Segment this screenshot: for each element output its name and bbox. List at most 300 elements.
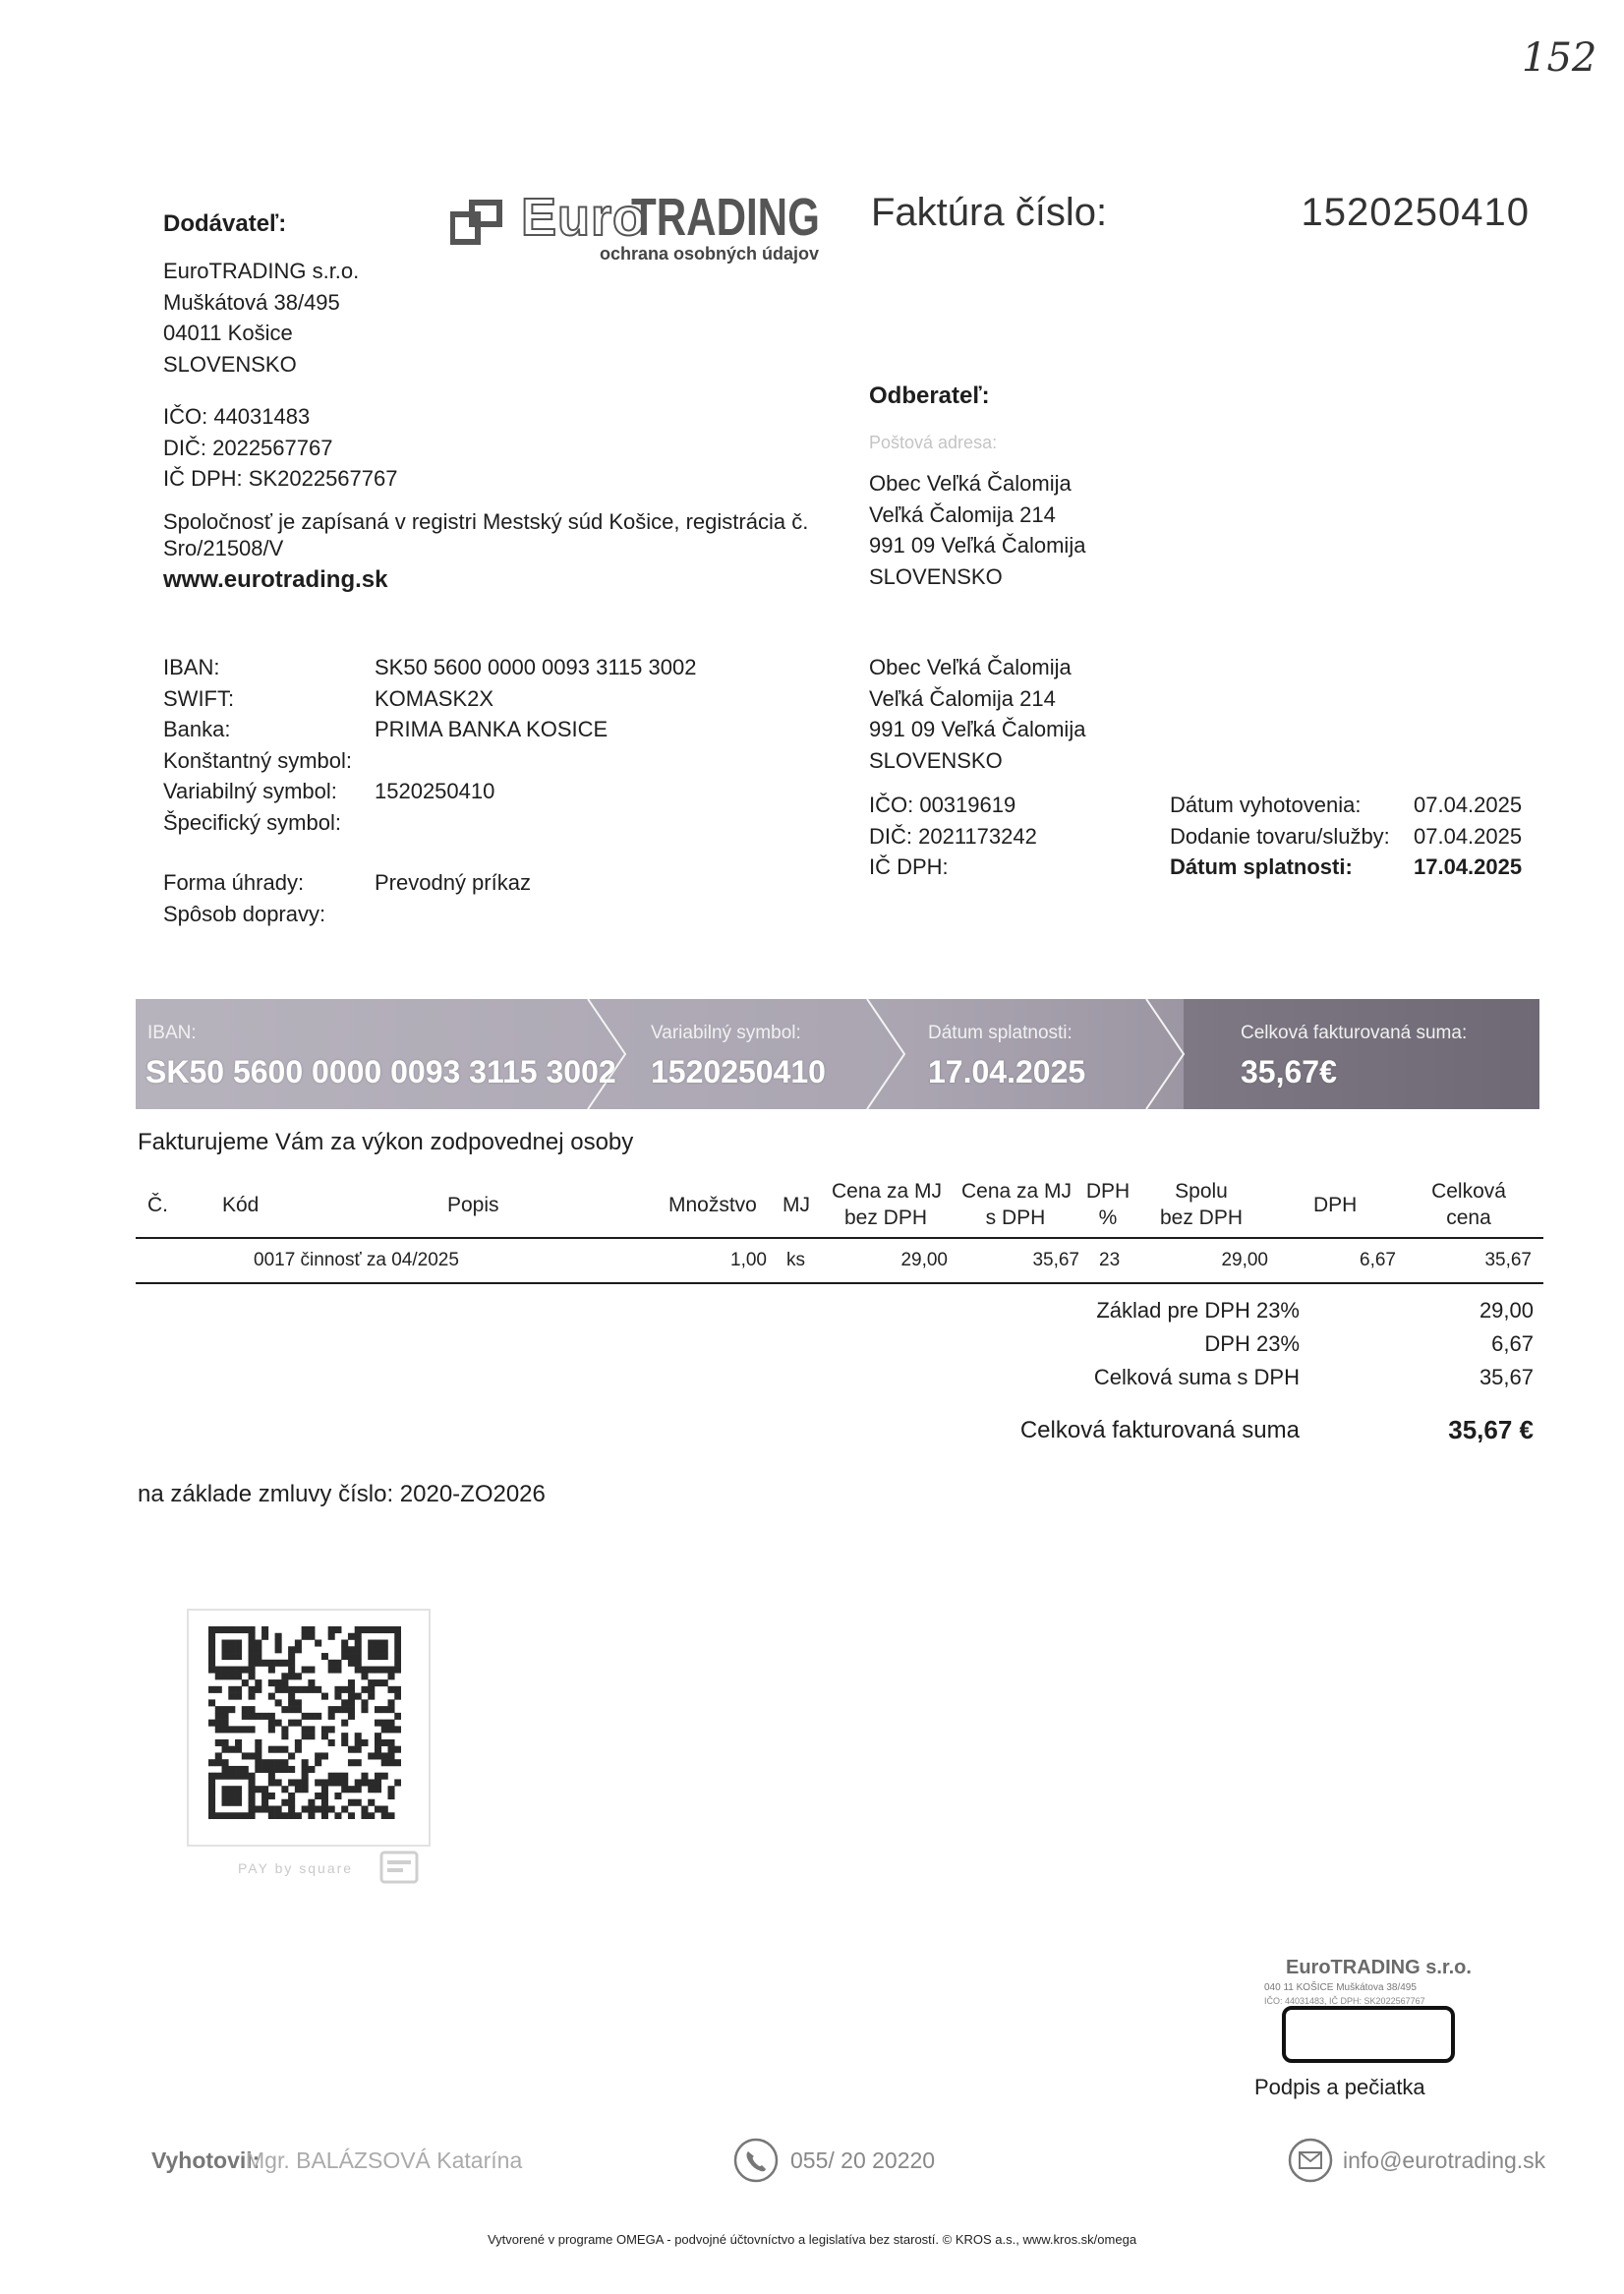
qr-module (308, 1626, 315, 1633)
qr-module (288, 1646, 295, 1653)
logo-mark-icon (450, 199, 507, 246)
qr-module (261, 1633, 268, 1640)
date-label: Dodanie tovaru/služby: (1170, 823, 1390, 849)
qr-module (394, 1726, 401, 1733)
qr-module (341, 1805, 348, 1812)
banner-due-value: 17.04.2025 (928, 1054, 1086, 1089)
qr-module (328, 1773, 335, 1780)
qr-module (341, 1786, 348, 1793)
cell-mnozstvo: 1,00 (730, 1250, 767, 1270)
qr-module (228, 1686, 235, 1693)
company-logo (450, 187, 820, 267)
qr-module (361, 1812, 368, 1819)
banner-vs-label: Variabilný symbol: (651, 1023, 801, 1043)
payment-labels (163, 652, 352, 838)
qr-module (268, 1793, 275, 1799)
qr-module (328, 1633, 335, 1640)
qr-module (355, 1660, 362, 1667)
qr-module (381, 1720, 388, 1727)
qr-module (228, 1726, 235, 1733)
qr-module (355, 1733, 362, 1739)
qr-module (215, 1713, 222, 1720)
qr-module (242, 1766, 249, 1773)
qr-module (222, 1793, 229, 1799)
qr-module (348, 1660, 355, 1667)
celkova-s-dph-value: 35,67 (1479, 1365, 1534, 1389)
qr-module (315, 1759, 321, 1766)
qr-module (308, 1733, 315, 1739)
qr-module (295, 1739, 302, 1746)
qr-module (328, 1713, 335, 1720)
qr-module (268, 1779, 275, 1786)
qr-module (255, 1686, 261, 1693)
qr-module (288, 1667, 295, 1674)
qr-module (275, 1699, 282, 1706)
zaklad-value: 29,00 (1479, 1298, 1534, 1323)
qr-module (228, 1646, 235, 1653)
payment-value (375, 807, 696, 839)
qr-module (348, 1812, 355, 1819)
qr-module (235, 1640, 242, 1647)
qr-module (288, 1653, 295, 1660)
qr-module (341, 1733, 348, 1739)
qr-module (321, 1653, 328, 1660)
cell-celkova: 35,67 (1484, 1250, 1532, 1270)
qr-module (328, 1706, 335, 1713)
qr-module (249, 1660, 256, 1667)
qr-module (381, 1640, 388, 1647)
qr-module (375, 1752, 381, 1759)
qr-module (261, 1713, 268, 1720)
qr-module (249, 1633, 256, 1640)
logo-euro: Euro (521, 188, 647, 247)
payment-label: SWIFT: (163, 685, 235, 711)
qr-module (368, 1640, 375, 1647)
pay-by-square-icon (379, 1849, 421, 1886)
qr-module (348, 1686, 355, 1693)
qr-module (222, 1706, 229, 1713)
customer-ico: IČO: 00319619 (869, 793, 1016, 817)
qr-module (341, 1720, 348, 1727)
payment-summary-banner (136, 999, 1539, 1109)
qr-module (368, 1693, 375, 1700)
qr-module (375, 1646, 381, 1653)
supplier-city: 04011 Košice (163, 321, 293, 345)
qr-module (215, 1720, 222, 1727)
qr-module (375, 1805, 381, 1812)
qr-module (242, 1667, 249, 1674)
qr-module (208, 1759, 215, 1766)
qr-module (208, 1799, 215, 1806)
banner-iban-label: IBAN: (147, 1023, 197, 1043)
payment-method-labels (163, 867, 325, 929)
qr-module (275, 1759, 282, 1766)
qr-module (394, 1693, 401, 1700)
qr-module (295, 1786, 302, 1793)
qr-module (281, 1726, 288, 1733)
qr-module (387, 1626, 394, 1633)
qr-module (355, 1746, 362, 1753)
cell-cena-bez-dph: 29,00 (900, 1250, 948, 1270)
qr-module (281, 1706, 288, 1713)
qr-module (315, 1805, 321, 1812)
qr-module (255, 1679, 261, 1686)
col-header-mj: MJ (783, 1194, 810, 1216)
payment-value: 1520250410 (375, 779, 495, 803)
qr-module (222, 1746, 229, 1753)
supplier-address (163, 256, 359, 380)
qr-module (334, 1686, 341, 1693)
qr-module (394, 1686, 401, 1693)
qr-module (315, 1793, 321, 1799)
logo-tagline: ochrana osobných údajov (600, 244, 820, 264)
date-value: 07.04.2025 (1414, 823, 1523, 849)
qr-module (375, 1786, 381, 1793)
date-label: Dátum splatnosti: (1170, 854, 1353, 879)
qr-module (249, 1653, 256, 1660)
qr-module (215, 1739, 222, 1746)
qr-module (228, 1706, 235, 1713)
supplier-heading: Dodávateľ: (163, 210, 287, 237)
qr-module (288, 1793, 295, 1799)
qr-module (275, 1633, 282, 1640)
qr-module (208, 1720, 215, 1727)
qr-module (381, 1752, 388, 1759)
qr-module (328, 1667, 335, 1674)
qr-module (208, 1773, 215, 1780)
qr-module (235, 1667, 242, 1674)
qr-module (348, 1646, 355, 1653)
qr-module (249, 1799, 256, 1806)
qr-module (341, 1779, 348, 1786)
registry-line-1: Spoločnosť je zapísaná v registri Mestský súd Košice, registrácia č. (163, 509, 809, 534)
registry-line-2: Sro/21508/V (163, 536, 284, 560)
qr-module (249, 1805, 256, 1812)
qr-module (222, 1646, 229, 1653)
qr-module (321, 1693, 328, 1700)
qr-module (361, 1805, 368, 1812)
qr-module (361, 1673, 368, 1679)
payment-label: Špecifický symbol: (163, 809, 341, 835)
payment-label: Variabilný symbol: (163, 779, 337, 803)
qr-module (215, 1673, 222, 1679)
qr-module (375, 1773, 381, 1780)
qr-module (348, 1746, 355, 1753)
qr-module (334, 1812, 341, 1819)
qr-module (361, 1667, 368, 1674)
qr-module (355, 1640, 362, 1647)
date-labels (1170, 790, 1390, 883)
qr-module (249, 1773, 256, 1780)
qr-module (208, 1686, 215, 1693)
qr-module (268, 1713, 275, 1720)
payment-label: IBAN: (163, 655, 220, 679)
qr-module (387, 1812, 394, 1819)
qr-module (235, 1686, 242, 1693)
qr-module (295, 1646, 302, 1653)
zaklad-label: Základ pre DPH 23% (1096, 1298, 1300, 1323)
qr-module (334, 1626, 341, 1633)
qr-module (387, 1786, 394, 1793)
qr-module (268, 1679, 275, 1686)
qr-module (222, 1626, 229, 1633)
sposob-dopravy-label: Spôsob dopravy: (163, 901, 326, 926)
qr-module (315, 1779, 321, 1786)
qr-module (361, 1699, 368, 1706)
qr-module (368, 1812, 375, 1819)
qr-module (222, 1766, 229, 1773)
qr-module (249, 1786, 256, 1793)
qr-module (341, 1699, 348, 1706)
qr-module (215, 1686, 222, 1693)
qr-code-icon (208, 1626, 401, 1819)
qr-module (308, 1805, 315, 1812)
qr-module (275, 1640, 282, 1647)
email-address[interactable]: info@eurotrading.sk (1343, 2147, 1546, 2173)
qr-module (275, 1766, 282, 1773)
qr-module (348, 1713, 355, 1720)
qr-module (275, 1720, 282, 1727)
invoice-number: 1520250410 (1301, 191, 1530, 234)
banner-iban-value: SK50 5600 0000 0093 3115 3002 (145, 1054, 616, 1089)
qr-module (355, 1799, 362, 1806)
qr-module (387, 1793, 394, 1799)
qr-module (268, 1667, 275, 1674)
issued-by-name: Mgr. BALÁZSOVÁ Katarína (246, 2147, 523, 2173)
qr-module (328, 1739, 335, 1746)
qr-module (288, 1812, 295, 1819)
qr-module (275, 1686, 282, 1693)
qr-module (288, 1686, 295, 1693)
qr-module (302, 1766, 309, 1773)
dph-value: 6,67 (1491, 1331, 1534, 1356)
qr-module (334, 1793, 341, 1799)
qr-module (249, 1812, 256, 1819)
cell-popis: 0017 činnosť za 04/2025 (254, 1250, 459, 1270)
total-label: Celková fakturovaná suma (1019, 1417, 1300, 1443)
qr-module (281, 1766, 288, 1773)
qr-module (222, 1673, 229, 1679)
qr-module (302, 1726, 309, 1733)
qr-module (249, 1779, 256, 1786)
qr-module (228, 1793, 235, 1799)
qr-module (261, 1759, 268, 1766)
invoice-title: Faktúra číslo: (871, 191, 1108, 234)
qr-module (375, 1733, 381, 1739)
qr-module (334, 1667, 341, 1674)
qr-module (281, 1686, 288, 1693)
qr-module (235, 1786, 242, 1793)
qr-module (268, 1759, 275, 1766)
supplier-street: Muškátová 38/495 (163, 289, 340, 315)
table-header-rule (136, 1237, 1543, 1239)
qr-module (302, 1633, 309, 1640)
qr-module (249, 1713, 256, 1720)
qr-module (368, 1786, 375, 1793)
qr-module (288, 1779, 295, 1786)
qr-module (295, 1673, 302, 1679)
date-label: Dátum vyhotovenia: (1170, 793, 1362, 817)
payment-value: SK50 5600 0000 0093 3115 3002 (375, 655, 697, 679)
qr-module (387, 1752, 394, 1759)
customer-dic: DIČ: 2021173242 (869, 823, 1037, 849)
supplier-registry (163, 508, 808, 561)
qr-module (255, 1759, 261, 1766)
qr-module (222, 1653, 229, 1660)
qr-module (268, 1726, 275, 1733)
qr-module (281, 1733, 288, 1739)
qr-module (268, 1773, 275, 1780)
qr-module (208, 1699, 215, 1706)
qr-module (295, 1812, 302, 1819)
qr-module (235, 1693, 242, 1700)
payment-value: PRIMA BANKA KOSICE (375, 717, 609, 741)
qr-module (255, 1752, 261, 1759)
address-line: Obec Veľká Čalomija (869, 655, 1072, 679)
forma-uhrady-value: Prevodný príkaz (375, 870, 531, 895)
qr-module (381, 1726, 388, 1733)
qr-module (315, 1752, 321, 1759)
qr-module (249, 1693, 256, 1700)
qr-module (208, 1626, 215, 1633)
qr-module (308, 1766, 315, 1773)
qr-module (328, 1726, 335, 1733)
qr-module (255, 1646, 261, 1653)
stamp-line-2: IČO: 44031483, IČ DPH: SK2022567767 (1264, 1996, 1425, 2006)
qr-module (288, 1673, 295, 1679)
address-line: SLOVENSKO (869, 747, 1003, 773)
qr-module (255, 1766, 261, 1773)
qr-module (215, 1706, 222, 1713)
signature-redaction-box (1282, 2006, 1455, 2063)
date-value: 17.04.2025 (1414, 854, 1523, 879)
qr-module (334, 1773, 341, 1780)
qr-module (249, 1673, 256, 1679)
qr-module (242, 1679, 249, 1686)
qr-module (288, 1699, 295, 1706)
qr-module (215, 1812, 222, 1819)
qr-module (361, 1739, 368, 1746)
col-header-mnozstvo: Množstvo (668, 1194, 757, 1216)
qr-module (394, 1779, 401, 1786)
qr-module (255, 1805, 261, 1812)
qr-module (321, 1752, 328, 1759)
qr-module (228, 1673, 235, 1679)
qr-module (249, 1793, 256, 1799)
qr-module (321, 1799, 328, 1806)
qr-module (302, 1779, 309, 1786)
qr-module (334, 1660, 341, 1667)
qr-module (235, 1773, 242, 1780)
qr-module (387, 1720, 394, 1727)
qr-module (368, 1686, 375, 1693)
qr-module (394, 1640, 401, 1647)
qr-module (249, 1726, 256, 1733)
qr-module (308, 1726, 315, 1733)
qr-module (249, 1626, 256, 1633)
qr-module (348, 1653, 355, 1660)
qr-module (268, 1720, 275, 1727)
address-line: 991 09 Veľká Čalomija (869, 717, 1086, 741)
qr-module (368, 1667, 375, 1674)
qr-module (394, 1746, 401, 1753)
qr-module (281, 1812, 288, 1819)
qr-module (315, 1713, 321, 1720)
qr-module (275, 1805, 282, 1812)
stamp-line-1: 040 11 KOŠICE Muškátova 38/495 (1264, 1982, 1417, 1993)
payment-value (375, 745, 696, 777)
qr-module (242, 1752, 249, 1759)
qr-module (355, 1646, 362, 1653)
qr-module (281, 1679, 288, 1686)
qr-module (368, 1679, 375, 1686)
qr-module (215, 1759, 222, 1766)
qr-module (328, 1779, 335, 1786)
col-header-dph: DPH (1313, 1194, 1358, 1216)
qr-module (368, 1626, 375, 1633)
qr-module (308, 1799, 315, 1806)
qr-module (235, 1626, 242, 1633)
qr-module (348, 1699, 355, 1706)
postal-line: 991 09 Veľká Čalomija (869, 533, 1086, 558)
qr-module (355, 1633, 362, 1640)
qr-module (208, 1786, 215, 1793)
qr-module (321, 1812, 328, 1819)
qr-module (261, 1660, 268, 1667)
supplier-website[interactable]: www.eurotrading.sk (163, 566, 388, 593)
qr-module (228, 1746, 235, 1753)
col-header-celkova-cena: Celková cena (1431, 1180, 1506, 1229)
qr-module (355, 1667, 362, 1674)
qr-module (381, 1773, 388, 1780)
qr-module (255, 1660, 261, 1667)
banner-total-segment (1184, 999, 1539, 1109)
qr-module (361, 1773, 368, 1780)
qr-module (394, 1626, 401, 1633)
contract-text: na základe zmluvy číslo: 2020-ZO2026 (138, 1481, 546, 1507)
qr-module (368, 1752, 375, 1759)
supplier-ic-dph: IČ DPH: SK2022567767 (163, 466, 398, 491)
qr-module (215, 1752, 222, 1759)
qr-module (361, 1626, 368, 1633)
qr-module (394, 1633, 401, 1640)
col-header-spolu: Spolu bez DPH (1159, 1180, 1244, 1229)
signature-label: Podpis a pečiatka (1254, 2075, 1425, 2099)
qr-module (361, 1686, 368, 1693)
qr-module (387, 1726, 394, 1733)
payment-method-values (375, 867, 531, 899)
qr-module (381, 1739, 388, 1746)
qr-module (228, 1626, 235, 1633)
qr-module (235, 1793, 242, 1799)
qr-module (381, 1646, 388, 1653)
qr-module (281, 1786, 288, 1793)
payment-label: Banka: (163, 717, 231, 741)
qr-module (261, 1793, 268, 1799)
qr-module (341, 1653, 348, 1660)
col-header-cena-bez-dph: Cena za MJ bez DPH (832, 1180, 943, 1229)
qr-module (387, 1673, 394, 1679)
phone-number[interactable]: 055/ 20 20220 (790, 2147, 936, 2173)
stamp-brand: EuroTRADING s.r.o. (1286, 1957, 1472, 1978)
customer-heading: Odberateľ: (869, 382, 990, 409)
qr-module (222, 1713, 229, 1720)
qr-module (249, 1667, 256, 1674)
supplier-ico: IČO: 44031483 (163, 404, 311, 429)
qr-module (222, 1773, 229, 1780)
banner-due-label: Dátum splatnosti: (928, 1023, 1073, 1043)
qr-module (281, 1673, 288, 1679)
